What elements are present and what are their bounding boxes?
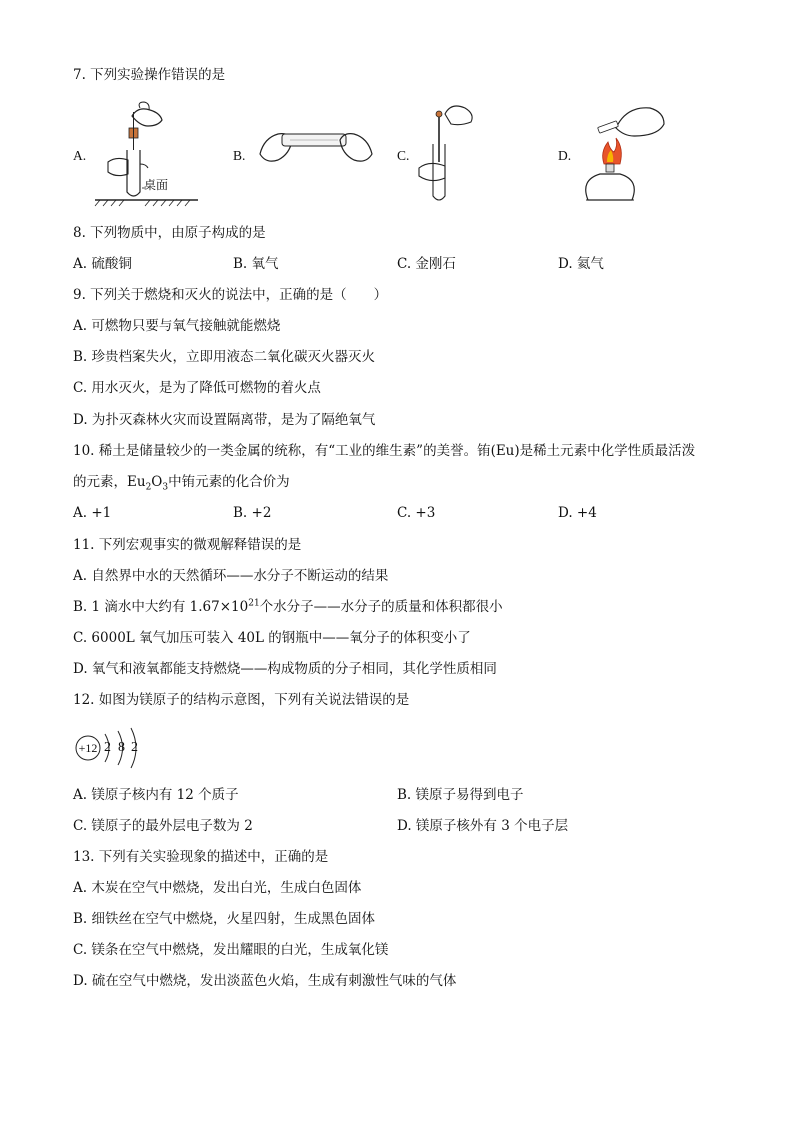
q7-option-b-label[interactable]: B. [233, 148, 246, 163]
q10-subscript-2: 2 [145, 482, 152, 493]
q13-option-c[interactable]: C. 镁条在空气中燃烧，发出耀眼的白光，生成氧化镁 [73, 942, 389, 958]
q12-option-d[interactable]: D. 镁原子核外有 3 个电子层 [397, 818, 569, 834]
q11-option-b-part1: B. 1 滴水中大约有 1.67×10 [73, 599, 249, 615]
q13-option-a[interactable]: A. 木炭在空气中燃烧，发出白光，生成白色固体 [73, 880, 362, 896]
q7-option-d-label[interactable]: D. [558, 148, 572, 163]
q12-shell-1-electrons: 2 [104, 740, 111, 755]
q8-stem: 8. 下列物质中，由原子构成的是 [73, 225, 266, 241]
q7-figure-b-hands-tube [256, 124, 376, 174]
q9-option-c[interactable]: C. 用水灭火，是为了降低可燃物的着火点 [73, 380, 321, 396]
q11-option-a[interactable]: A. 自然界中水的天然循环——水分子不断运动的结果 [73, 568, 389, 584]
q10-option-c[interactable]: C. +3 [397, 505, 436, 521]
q12-option-c[interactable]: C. 镁原子的最外层电子数为 2 [73, 818, 253, 834]
q9-stem: 9. 下列关于燃烧和灭火的说法中，正确的是（ ） [73, 287, 388, 303]
q8-option-b[interactable]: B. 氧气 [233, 256, 279, 272]
q7-figure-a-table-label: 桌面 [144, 178, 169, 192]
q10-option-a[interactable]: A. +1 [73, 505, 112, 521]
q8-option-c[interactable]: C. 金刚石 [397, 256, 456, 272]
q12-stem: 12. 如图为镁原子的结构示意图，下列有关说法错误的是 [73, 692, 410, 708]
q10-option-b[interactable]: B. +2 [233, 505, 272, 521]
q9-option-d[interactable]: D. 为扑灭森林火灾而设置隔离带，是为了隔绝氧气 [73, 412, 376, 428]
q12-atom-structure-diagram [73, 726, 153, 770]
q9-option-b[interactable]: B. 珍贵档案失火，立即用液态二氧化碳灭火器灭火 [73, 349, 376, 365]
q13-option-b[interactable]: B. 细铁丝在空气中燃烧，火星四射，生成黑色固体 [73, 911, 376, 927]
q12-shell-3-electrons: 2 [131, 740, 138, 755]
q13-stem: 13. 下列有关实验现象的描述中，正确的是 [73, 849, 329, 865]
q11-option-b[interactable] [73, 598, 503, 616]
q8-option-a[interactable]: A. 硫酸铜 [73, 256, 132, 272]
q7-figure-d-alcohol-lamp [576, 104, 668, 208]
q13-option-d[interactable]: D. 硫在空气中燃烧，发出淡蓝色火焰，生成有刺激性气味的气体 [73, 973, 457, 989]
q10-stem-part-b: O [151, 474, 163, 490]
q10-option-d[interactable]: D. +4 [558, 505, 597, 521]
q10-stem-part-c: 中铕元素的化合价为 [168, 474, 290, 490]
q10-subscript-3: 3 [162, 482, 169, 493]
q7-option-a-label[interactable]: A. [73, 148, 87, 163]
q11-option-b-exponent: 21 [248, 598, 260, 609]
q7-figure-a-stopper-insertion [90, 102, 200, 210]
q10-stem-part-a: 的元素，Eu [73, 474, 146, 490]
q7-figure-c-dropper-tube [415, 104, 485, 206]
q11-stem: 11. 下列宏观事实的微观解释错误的是 [73, 537, 302, 553]
q11-option-c[interactable]: C. 6000L 氧气加压可装入 40L 的钢瓶中——氧分子的体积变小了 [73, 630, 471, 646]
q11-option-b-part2: 个水分子——水分子的质量和体积都很小 [259, 599, 503, 615]
q9-option-a[interactable]: A. 可燃物只要与氧气接触就能燃烧 [73, 318, 281, 334]
q8-option-d[interactable]: D. 氦气 [558, 256, 604, 272]
q12-option-a[interactable]: A. 镁原子核内有 12 个质子 [73, 787, 239, 803]
q7-option-c-label[interactable]: C. [397, 148, 410, 163]
q12-shell-2-electrons: 8 [118, 740, 125, 755]
q12-nucleus-charge: +12 [78, 741, 98, 755]
q11-option-d[interactable]: D. 氧气和液氧都能支持燃烧——构成物质的分子相同，其化学性质相同 [73, 661, 497, 677]
q10-stem-line1: 10. 稀土是储量较少的一类金属的统称，有“工业的维生素”的美誉。铕(Eu)是稀土元素中化学性质最活泼 [73, 443, 696, 459]
q10-stem-line2 [73, 473, 290, 491]
q7-stem: 7. 下列实验操作错误的是 [73, 67, 226, 83]
q12-option-b[interactable]: B. 镁原子易得到电子 [397, 787, 524, 803]
